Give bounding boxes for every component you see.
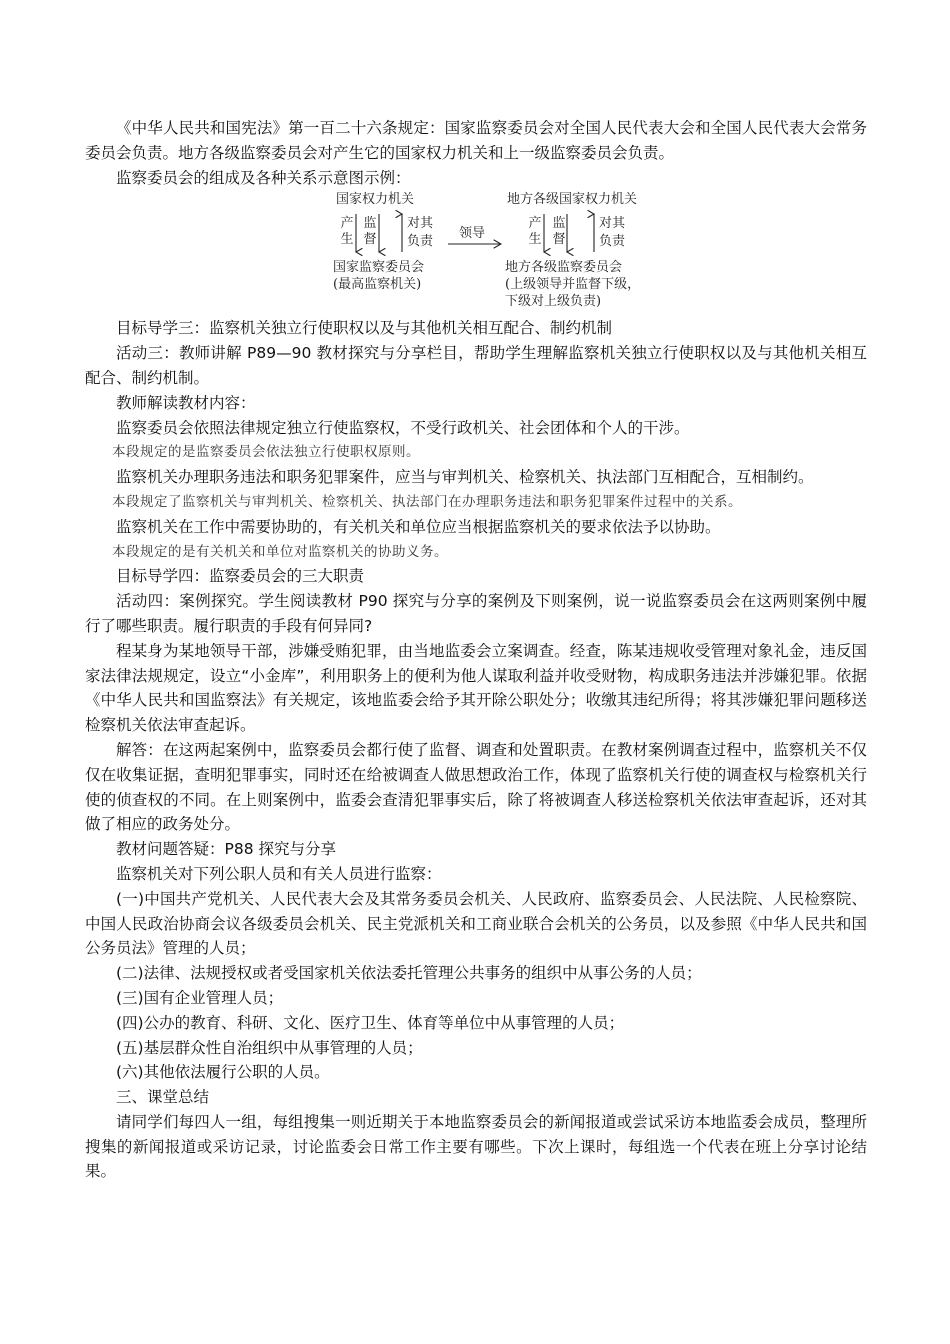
diagram-arrows (85, 190, 867, 316)
body-paragraph: 教师解读教材内容： (116, 393, 256, 412)
right-bottom-node: 地方各级监察委员会 (505, 260, 623, 276)
right-supervise-label: 监督 (552, 216, 566, 248)
right-produce-label: 产生 (528, 216, 542, 248)
body-paragraph: (四)公办的教育、科研、文化、医疗卫生、体育等单位中从事管理的人员； (116, 1013, 625, 1032)
left-bottom-note: (最高监察机关) (333, 277, 422, 293)
body-paragraph: 监察委员会依照法律规定独立行使监察权，不受行政机关、社会团体和个人的干涉。 (116, 418, 690, 437)
body-paragraph: (五)基层群众性自治组织中从事管理的人员； (116, 1038, 423, 1057)
left-top-node: 国家权力机关 (336, 192, 415, 208)
body-paragraph: 监察机关对下列公职人员和有关人员进行监察： (116, 864, 442, 883)
body-paragraph: 请同学们每四人一组，每组搜集一则近期关于本地监察委员会的新闻报道或尝试采访本地监委会成员，整理所搜集的新闻报道或采访记录，讨论监委会日常工作主要有哪些。下次上课时，每组选一个代表在班上分享讨论结果。 (85, 1112, 867, 1181)
right-responsible-label-1: 对其 (599, 216, 626, 232)
body-paragraph: 教材问题答疑：P88 探究与分享 (116, 840, 336, 859)
right-top-node: 地方各级国家权力机关 (507, 192, 638, 208)
body-paragraph: 活动四：案例探究。学生阅读教材 P90 探究与分享的案例及下则案例，说一说监察委员会在这两则案例中履行了哪些职责。履行职责的手段有何异同? (85, 592, 867, 635)
body-content (85, 316, 867, 1184)
body-paragraph: 解答：在这两起案例中，监察委员会都行使了监督、调查和处置职责。在教材案例调查过程中，监察机关不仅仅在收集证据，查明犯罪事实，同时还在给被调查人做思想政治工作，体现了监察机关行使的调查权与检察机关行使的侦查权的不同。在上则案例中，监委会查清犯罪事实后，除了将被调查人移送检察机关依法审查起诉，还对其做了相应的政务处分。 (85, 740, 867, 834)
body-paragraph: 监察机关在工作中需要协助的，有关机关和单位应当根据监察机关的要求依法予以协助。 (116, 517, 721, 536)
body-paragraph: 监察机关办理职务违法和职务犯罪案件，应当与审判机关、检察机关、执法部门互相配合，互相制约。 (116, 468, 814, 487)
body-paragraph: (一)中国共产党机关、人民代表大会及其常务委员会机关、人民政府、监察委员会、人民法院、人民检察院、中国人民政治协商会议各级委员会机关、民主党派机关和工商业联合会机关的公务员，以及参照《中华人民共和国公务员法》管理的人员； (85, 889, 867, 958)
body-paragraph: 三、课堂总结 (116, 1088, 210, 1107)
constitution-paragraph: 《中华人民共和国宪法》第一百二十六条规定：国家监察委员会对全国人民代表大会和全国人民代表大会常务委员会负责。地方各级监察委员会对产生它的国家权力机关和上一级监察委员会负责。 (85, 119, 867, 162)
diagram-intro: 监察委员会的组成及各种关系示意图示例： (116, 168, 411, 187)
right-responsible-label-2: 负责 (599, 234, 626, 250)
body-paragraph: 目标导学三：监察机关独立行使职权以及与其他机关相互配合、制约机制 (116, 319, 613, 338)
body-paragraph: 活动三：教师讲解 P89—90 教材探究与分享栏目，帮助学生理解监察机关独立行使职权以及与其他机关相互配合、制约机制。 (85, 344, 867, 387)
body-paragraph: (三)国有企业管理人员； (116, 988, 284, 1007)
right-bottom-note-1: (上级领导并监督下级， (505, 277, 641, 293)
annotation-note: 本段规定的是有关机关和单位对监察机关的协助义务。 (112, 543, 448, 560)
body-paragraph: (二)法律、法规授权或者受国家机关依法委托管理公共事务的组织中从事公务的人员； (116, 964, 702, 983)
document-page (85, 116, 867, 1184)
annotation-note: 本段规定了监察机关与审判机关、检察机关、执法部门在办理职务违法和职务犯罪案件过程中的关系。 (112, 493, 742, 510)
body-paragraph: 目标导学四：监察委员会的三大职责 (116, 567, 365, 586)
left-bottom-node: 国家监察委员会 (333, 260, 425, 276)
annotation-note: 本段规定的是监察委员会依法独立行使职权原则。 (112, 444, 420, 461)
left-responsible-label-2: 负责 (407, 234, 434, 250)
body-paragraph: (六)其他依法履行公职的人员。 (116, 1063, 330, 1082)
supervision-relationship-diagram (85, 190, 867, 316)
right-bottom-note-2: 下级对上级负责) (505, 294, 602, 310)
left-produce-label: 产生 (340, 216, 354, 248)
lead-label: 领导 (459, 226, 486, 242)
left-responsible-label-1: 对其 (407, 216, 434, 232)
left-supervise-label: 监督 (363, 216, 377, 248)
body-paragraph: 程某身为某地领导干部，涉嫌受贿犯罪，由当地监委会立案调查。经查，陈某违规收受管理对象礼金，违反国家法律法规规定，设立“小金库”，利用职务上的便利为他人谋取利益并收受财物，构成职务违法并涉嫌犯罪。依据《中华人民共和国监察法》有关规定，该地监委会给予其开除公职处分；收缴其违纪所得；将其涉嫌犯罪问题移送检察机关依法审查起诉。 (85, 641, 867, 735)
